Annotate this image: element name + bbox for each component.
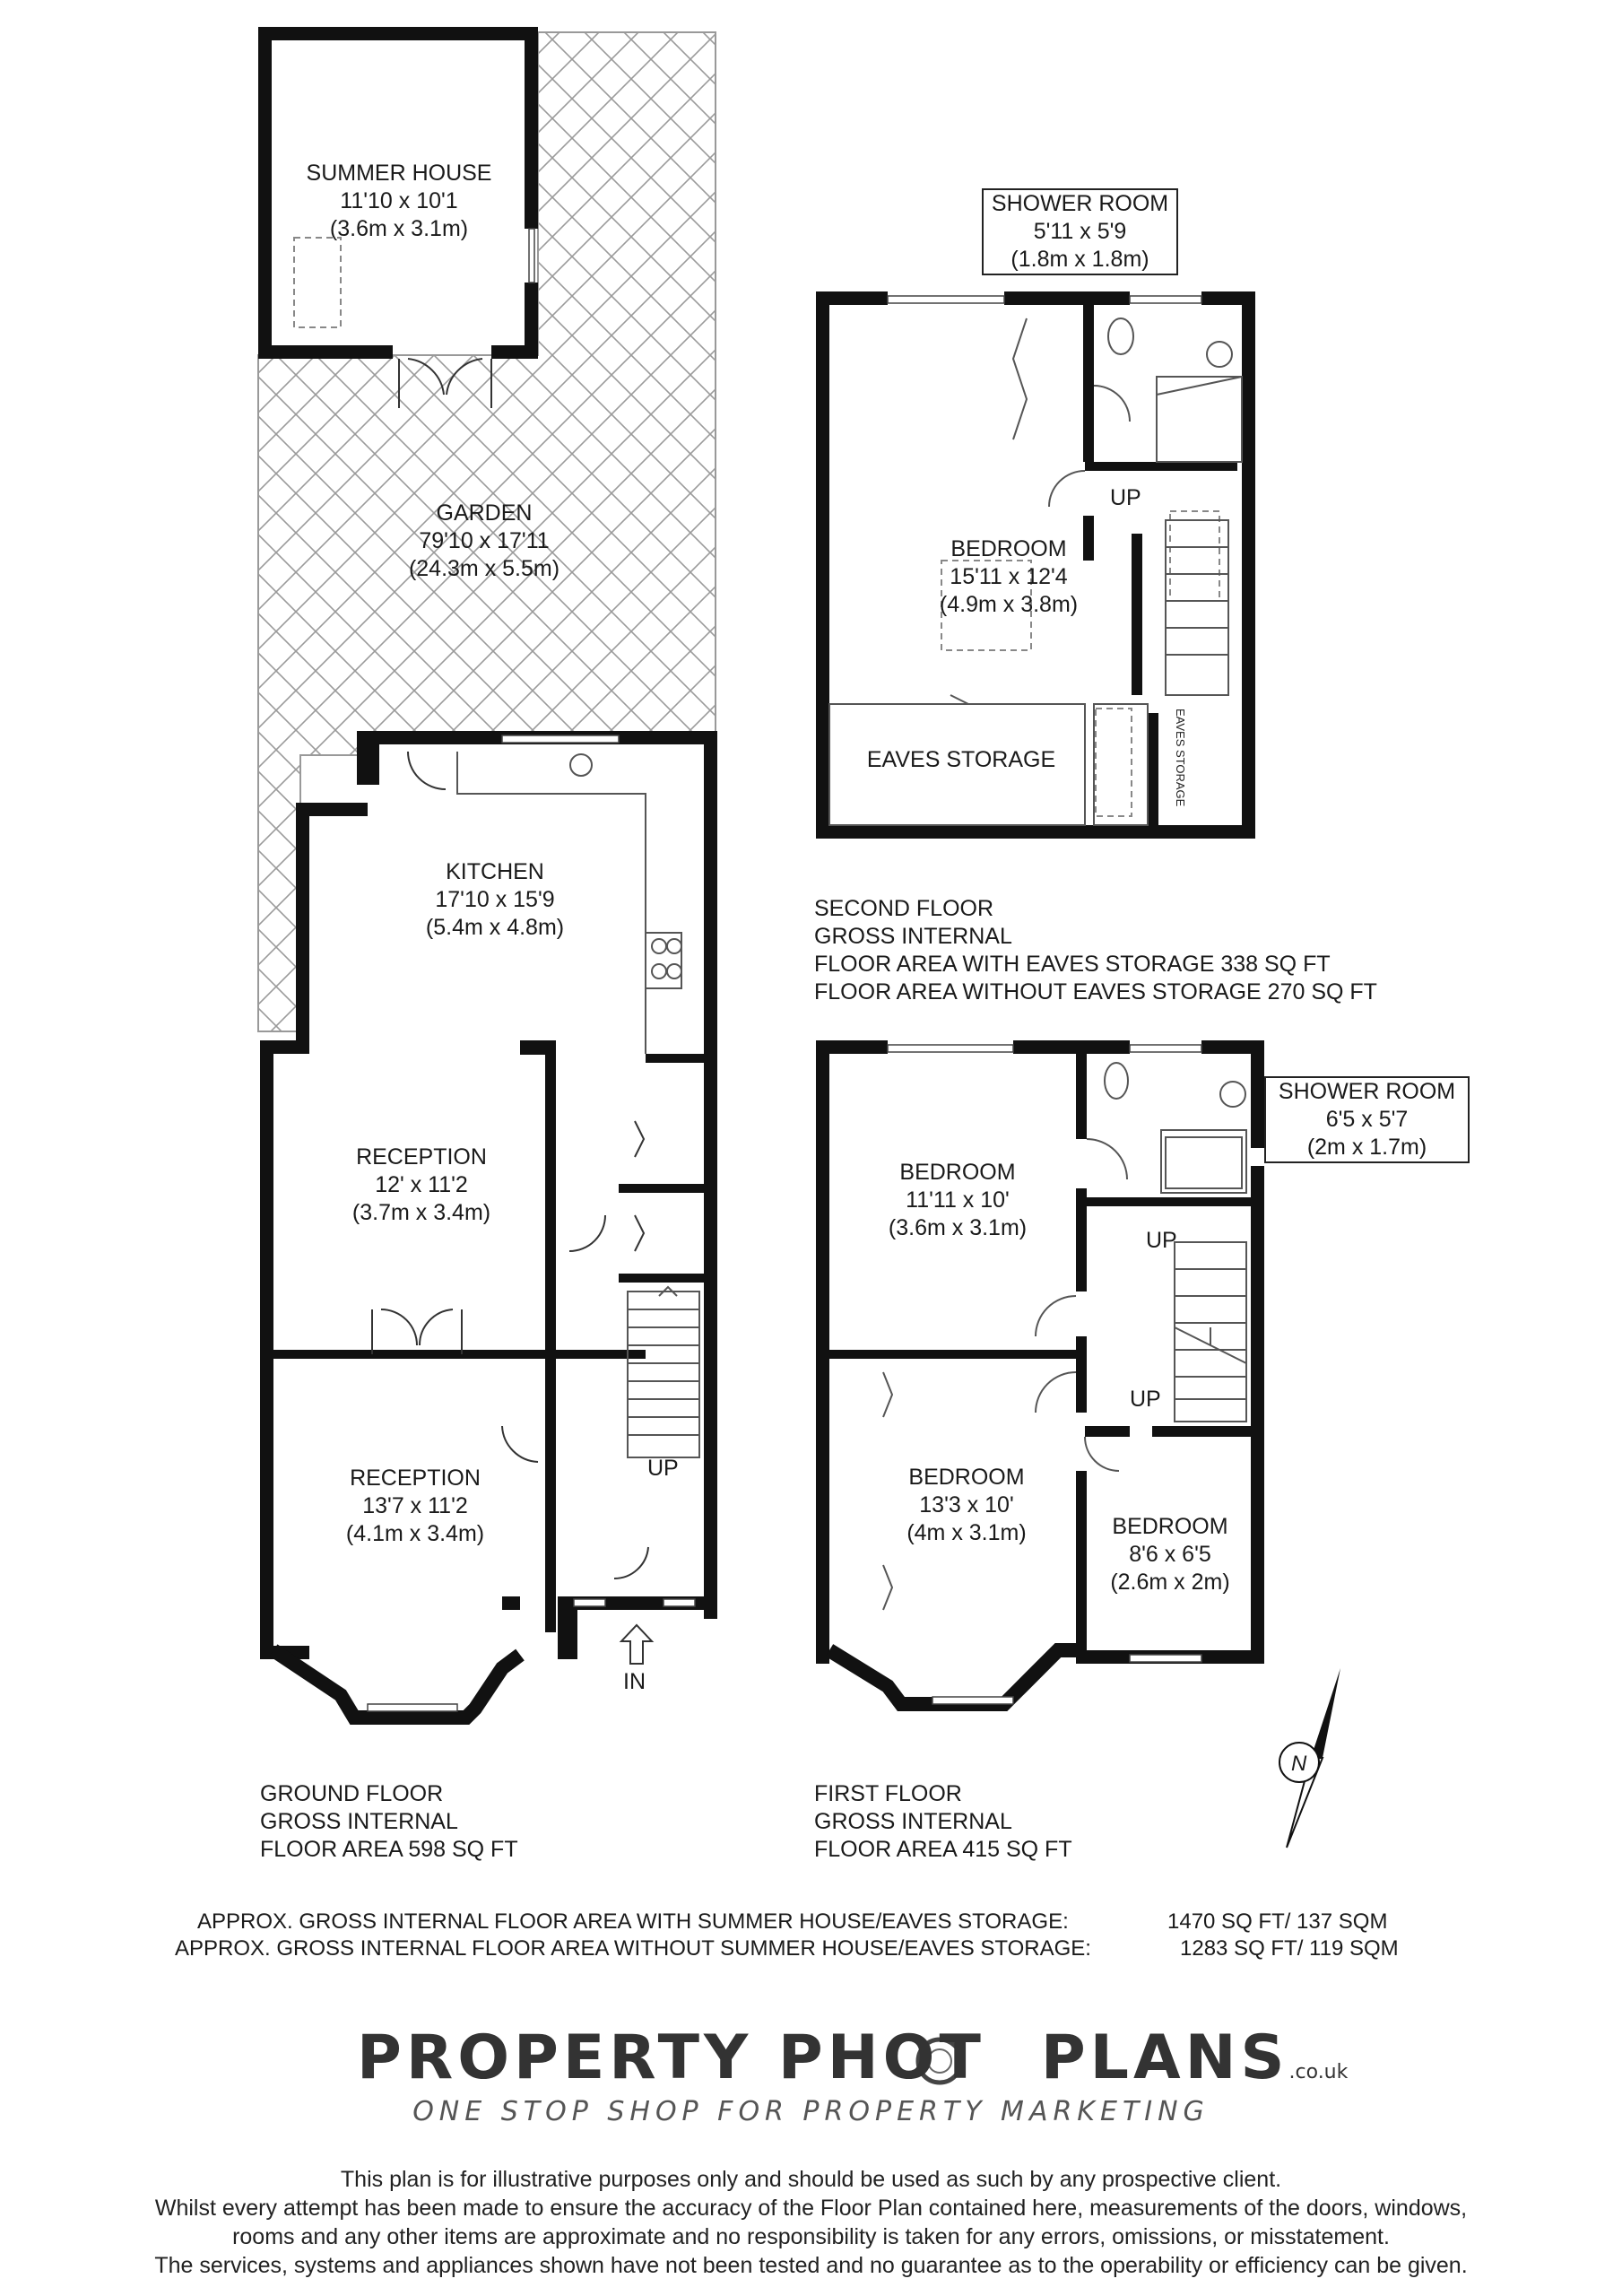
stairs-up-marker-first-a: UP	[1146, 1228, 1177, 1253]
room-label-second-shower: SHOWER ROOM 5'11 x 5'9 (1.8m x 1.8m)	[982, 188, 1178, 275]
room-label-first-bedroom-rear: BEDROOM 11'11 x 10' (3.6m x 3.1m)	[888, 1160, 1028, 1240]
entrance-marker: IN	[623, 1669, 646, 1694]
brand-name-part-a: PROPERTY PHOT	[357, 2022, 985, 2093]
north-compass	[1279, 1668, 1340, 1848]
north-label: N	[1291, 1752, 1307, 1776]
room-label-garden: GARDEN 79'10 x 17'11 (24.3m x 5.5m)	[408, 500, 560, 581]
brand-domain: .co.uk	[1288, 2061, 1349, 2083]
total-with-label: APPROX. GROSS INTERNAL FLOOR AREA WITH SUMMER HOUSE/EAVES STORAGE:	[197, 1909, 1069, 1934]
brand-tagline: ONE STOP SHOP FOR PROPERTY MARKETING	[412, 2096, 1210, 2127]
stairs-up-marker-first-b: UP	[1130, 1387, 1161, 1412]
total-floor-area	[0, 1909, 1622, 1962]
second-floor-summary: SECOND FLOOR GROSS INTERNAL FLOOR AREA WITH EAVES STORAGE 338 SQ FT FLOOR AREA WITHOUT EAVES STORAGE 270 SQ FT	[814, 896, 1377, 1004]
svg-text:EAVES STORAGE: EAVES STORAGE	[1174, 709, 1187, 807]
stairs-up-marker-ground: UP	[647, 1456, 679, 1481]
room-label-first-bedroom-front: BEDROOM 13'3 x 10' (4m x 3.1m)	[906, 1465, 1027, 1545]
room-label-kitchen: KITCHEN 17'10 x 15'9 (5.4m x 4.8m)	[425, 859, 565, 940]
room-label-reception-front: RECEPTION 13'7 x 11'2 (4.1m x 3.4m)	[345, 1465, 485, 1546]
disclaimer: This plan is for illustrative purposes only and should be used as such by any prospective client. Whilst every attempt has been made to ensure the accuracy of the Floor Plan contained here, measurements of the doors, windows, rooms and any other items are approximate and no responsibility is taken for any errors, omissions, or misstatement. The services, systems and appliances shown have not been tested and no guarantee as to the operability or efficiency can be given.	[154, 2167, 1468, 2278]
room-label-reception-rear: RECEPTION 12' x 11'2 (3.7m x 3.4m)	[351, 1144, 491, 1225]
room-label-summer-house: SUMMER HOUSE 11'10 x 10'1 (3.6m x 3.1m)	[306, 161, 492, 241]
room-label-eaves-storage: EAVES STORAGE	[866, 747, 1056, 772]
ground-floor-summary: GROUND FLOOR GROSS INTERNAL FLOOR AREA 598 SQ FT	[260, 1781, 518, 1862]
brand-wordmark	[357, 2022, 1348, 2094]
total-without-value: 1283 SQ FT/ 119 SQM	[1180, 1936, 1399, 1961]
first-floor-summary: FIRST FLOOR GROSS INTERNAL FLOOR AREA 415 SQ FT	[814, 1781, 1072, 1862]
room-label-first-shower: SHOWER ROOM 6'5 x 5'7 (2m x 1.7m)	[1264, 1076, 1470, 1163]
total-without-label: APPROX. GROSS INTERNAL FLOOR AREA WITHOUT SUMMER HOUSE/EAVES STORAGE:	[175, 1936, 1091, 1961]
brand-name-part-b: PLANS	[1040, 2022, 1289, 2093]
stairs-up-marker-second: UP	[1110, 485, 1141, 510]
room-label-first-bedroom-small: BEDROOM 8'6 x 6'5 (2.6m x 2m)	[1110, 1514, 1230, 1595]
room-label-second-bedroom: BEDROOM 15'11 x 12'4 (4.9m x 3.8m)	[939, 536, 1079, 617]
total-with-value: 1470 SQ FT/ 137 SQM	[1167, 1909, 1388, 1934]
